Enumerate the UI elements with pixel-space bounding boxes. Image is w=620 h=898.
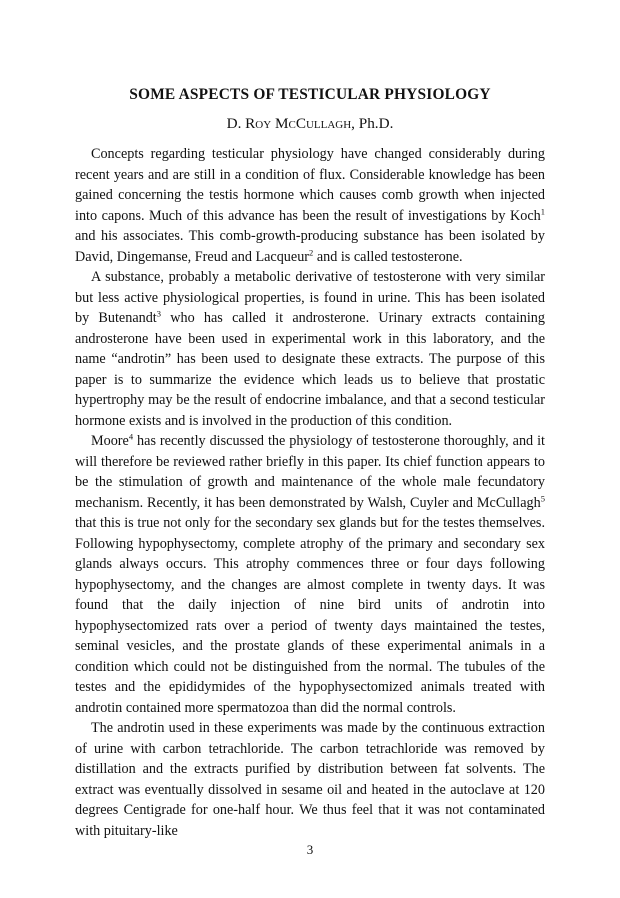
article-body xyxy=(75,144,545,841)
paragraph-4-text: The androtin used in these experiments was made by the continuous extraction of urine with carbon tetrachloride. The carbon tetrachloride was removed by distillation and the extracts purified by distribution between fat solvents. The extract was eventually dissolved in sesame oil and heated in the autoclave at 120 degrees Centigrade for one-half hour. We thus feel that it was not contaminated with pituitary-like xyxy=(75,720,545,839)
paragraph-3-text-b: has recently discussed the physiology of testosterone thoroughly, and it will therefore be reviewed rather briefly in this paper. Its chief function appears to be the stimulation of growth and maintenance of the whole male fecundatory mechanism. Recently, it has been demonstrated by Walsh, Cuyler and McCullagh xyxy=(75,433,545,511)
paragraph-4 xyxy=(75,718,545,841)
paragraph-3-text-c: that this is true not only for the secondary sex glands but for the testes themselves. Following hypophysectomy, complete atrophy of the primary and secondary sex glands always occurs. This atrophy commences three or four days following hypophysectomy, and the changes are almost complete in twenty days. It was found that the daily injection of nine bird units of androtin into hypophysectomized rats over a period of twenty days maintained the testes, seminal vesicles, and the prostate glands of these experimental animals in a condition which could not be distinguished from the normal. The tubules of the testes and the epididymides of the hypophysectomized animals treated with androtin contained more spermatozoa than did the normal controls. xyxy=(75,515,545,716)
footnote-ref-2: 2 xyxy=(309,246,314,257)
author-line xyxy=(0,115,620,133)
author-degree: Ph.D. xyxy=(358,115,394,132)
page-number: 3 xyxy=(306,842,314,857)
paragraph-2-text-b: who has called it androsterone. Urinary extracts containing androsterone have been used in experimental work in this laboratory, and the name “androtin” has been used to designate these extracts. The purpose of this paper is to summarize the evidence which leads us to believe that prostatic hypertrophy may be the result of endocrine imbalance, and that a second testicular hormone exists and is involved in the production of this condition. xyxy=(75,310,545,429)
paragraph-1 xyxy=(75,144,545,267)
paragraph-1-text-b: and his associates. This comb-growth-producing substance has been isolated by David, Dingemanse, Freud and Lacqueur xyxy=(75,228,545,265)
author-name: Roy McCullagh, xyxy=(245,115,355,132)
footnote-ref-1: 1 xyxy=(540,205,545,216)
paragraph-2-text-a: A substance, probably a metabolic derivative of testosterone with very similar but less active physiological properties, is found in urine. This has been isolated by Butenandt xyxy=(75,269,545,326)
footnote-ref-5: 5 xyxy=(540,492,545,503)
author-initial: D. xyxy=(226,115,242,132)
paragraph-3-text-a: Moore xyxy=(91,433,129,449)
article-title: SOME ASPECTS OF TESTICULAR PHYSIOLOGY xyxy=(129,86,491,103)
footnote-ref-3: 3 xyxy=(156,308,161,319)
paragraph-1-text-a: Concepts regarding testicular physiology have changed considerably during recent years and are still in a condition of flux. Considerable knowledge has been gained concerning the testis hormone which causes comb growth when injected into capons. Much of this advance has been the result of investigations by Koch xyxy=(75,146,545,224)
footnote-ref-4: 4 xyxy=(128,431,134,442)
paragraph-1-text-c: and is called testosterone. xyxy=(313,248,463,265)
paragraph-3 xyxy=(75,431,545,718)
paragraph-2 xyxy=(75,267,545,431)
